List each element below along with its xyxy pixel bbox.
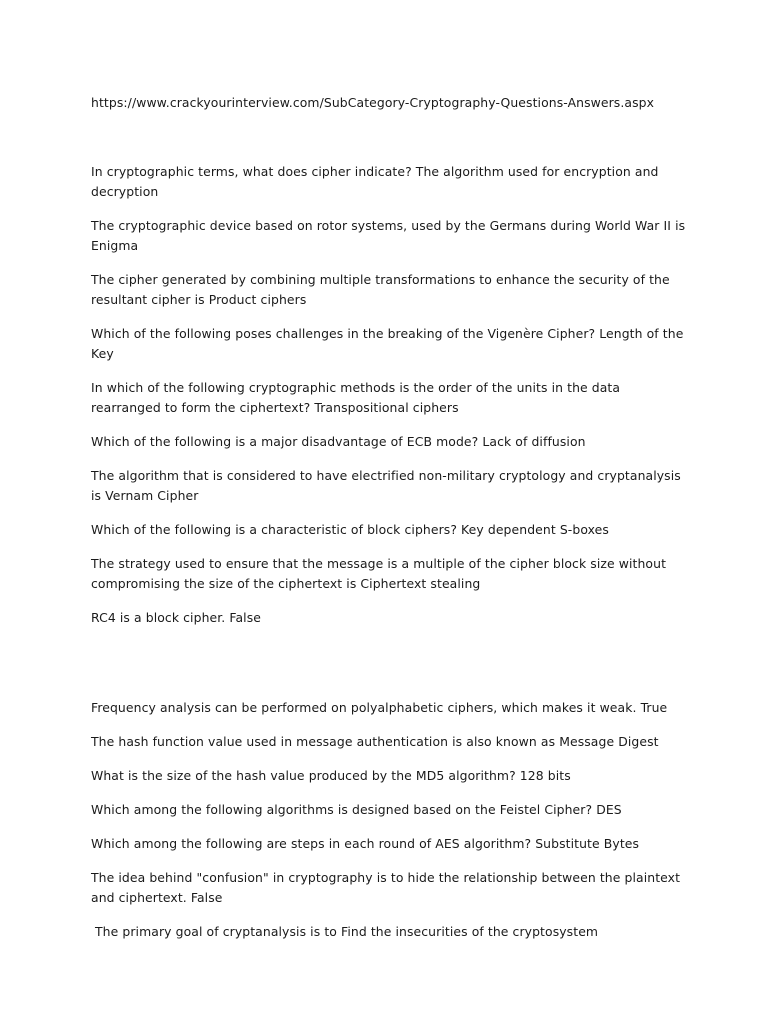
qa-item: The cryptographic device based on rotor systems, used by the Germans during World War II is Enigma — [91, 218, 686, 253]
qa-item: Which among the following algorithms is designed based on the Feistel Cipher? DES — [91, 802, 622, 817]
qa-item: Which among the following are steps in each round of AES algorithm? Substitute Bytes — [91, 836, 640, 851]
qa-item: The strategy used to ensure that the message is a multiple of the cipher block size without compromising the size of the ciphertext is Ciphertext stealing — [91, 556, 667, 591]
qa-item: The cipher generated by combining multiple transformations to enhance the security of the resultant cipher is Product ciphers — [91, 272, 670, 307]
qa-item: In which of the following cryptographic methods is the order of the units in the data rearranged to form the ciphertext? Transpositional ciphers — [91, 380, 621, 415]
qa-section-1 — [91, 162, 688, 628]
qa-section-2 — [91, 698, 688, 942]
qa-item: The algorithm that is considered to have electrified non-military cryptology and cryptanalysis is Vernam Cipher — [91, 468, 681, 503]
qa-item: What is the size of the hash value produced by the MD5 algorithm? 128 bits — [91, 768, 571, 783]
qa-item: The hash function value used in message authentication is also known as Message Digest — [91, 734, 659, 749]
source-url: https://www.crackyourinterview.com/SubCategory-Cryptography-Questions-Answers.aspx — [91, 95, 655, 110]
qa-item: Which of the following is a characteristic of block ciphers? Key dependent S-boxes — [91, 522, 609, 537]
qa-item: The primary goal of cryptanalysis is to Find the insecurities of the cryptosystem — [95, 924, 599, 939]
qa-item: Which of the following is a major disadvantage of ECB mode? Lack of diffusion — [91, 434, 586, 449]
section-spacer — [91, 642, 688, 698]
qa-item: Frequency analysis can be performed on polyalphabetic ciphers, which makes it weak. True — [91, 700, 668, 715]
qa-item: The idea behind "confusion" in cryptography is to hide the relationship between the plaintext and ciphertext. False — [91, 870, 681, 905]
qa-item: Which of the following poses challenges in the breaking of the Vigenère Cipher? Length of the Key — [91, 326, 684, 361]
qa-item: RC4 is a block cipher. False — [91, 610, 261, 625]
qa-item: In cryptographic terms, what does cipher indicate? The algorithm used for encryption and decryption — [91, 164, 659, 199]
